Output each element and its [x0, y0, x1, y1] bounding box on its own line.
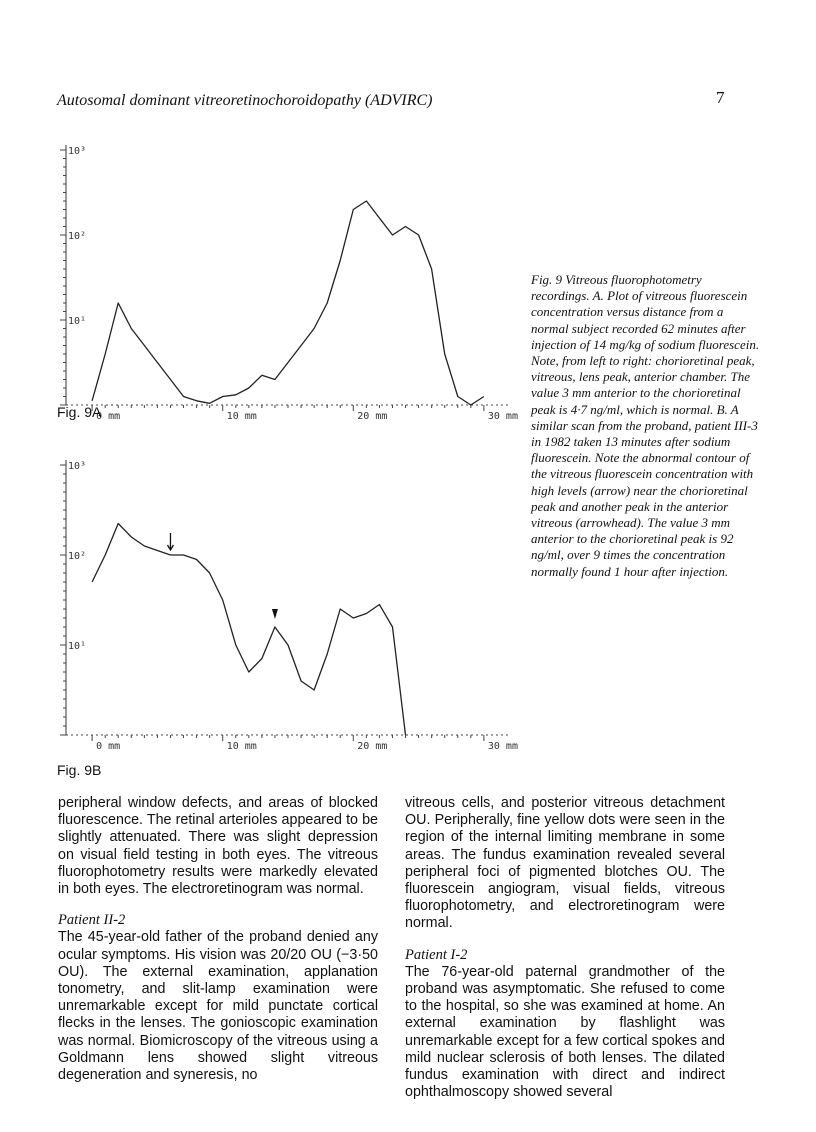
page-number: 7	[716, 88, 725, 107]
arrow-marker	[167, 533, 173, 550]
running-title: Autosomal dominant vitreoretinochoroidopathy (ADVIRC)	[57, 92, 433, 109]
body-paragraph: The 76-year-old paternal grandmother of the proband was asymptomatic. She refused to come to the hospital, so she was examined at home. An external examination by flashlight was unremarkable except for a few cortical spokes and mild nuclear sclerosis of both lenses. The dilated fundus examination with direct and indirect ophthalmoscopy showed several	[405, 963, 725, 1101]
x-tick-label: 0 mm	[96, 741, 121, 752]
x-tick-label: 20 mm	[357, 411, 388, 422]
x-tick-label: 20 mm	[357, 741, 388, 752]
figure-9b-label: Fig. 9B	[57, 762, 102, 778]
x-tick-label: 0 mm	[96, 411, 121, 422]
body-paragraph: The 45-year-old father of the proband denied any ocular symptoms. His vision was 20/20 OU (−3·50 OU). The external examination, applanation tonometry, and slit-lamp examination were unremarkable except for mild punctate cortical flecks in the lenses. The gonioscopic examination was normal. Biomicroscopy of the vitreous using a Goldmann lens showed slight vitreous degeneration and syneresis, no	[58, 929, 378, 1084]
section-heading: Patient II-2	[58, 912, 126, 929]
section-heading: Patient I-2	[405, 946, 468, 963]
figure-caption: Fig. 9 Vitreous fluorophotometry recordings. A. Plot of vitreous fluorescein concentration versus distance from a normal subject recorded 62 minutes after injection of 14 mg/kg of sodium fluorescein. Note, from left to right: chorioretinal peak, vitreous, lens peak, anterior chamber. The value 3 mm anterior to the chorioretinal peak is 4·7 ng/ml, which is normal. B. A similar scan from the proband, patient III-3 in 1982 taken 13 minutes after sodium fluorescein. Note the abnormal contour of the vitreous fluorescein concentration with high levels (arrow) near the chorioretinal peak and another peak in the anterior vitreous (arrowhead). The value 3 mm anterior to the chorioretinal peak is 92 ng/ml, over 9 times the concentration normally found 1 hour after injection.	[531, 272, 760, 579]
y-tick-label: 10¹	[68, 641, 87, 652]
right-column	[405, 795, 725, 1115]
body-paragraph: peripheral window defects, and areas of blocked fluorescence. The retinal arterioles appeared to be slightly attenuated. There was slight depression on visual field testing in both eyes. The vitreous fluorophotometry results were markedly elevated in both eyes. The electroretinogram was normal.	[58, 795, 378, 898]
series-line	[92, 201, 484, 405]
y-tick-label: 10³	[68, 461, 87, 472]
left-column	[58, 795, 378, 1098]
body-paragraph: vitreous cells, and posterior vitreous detachment OU. Peripherally, fine yellow dots were seen in the region of the internal limiting membrane in some areas. The fundus examination revealed several peripheral foci of pigmented blotches OU. The fluorescein angiogram, visual fields, vitreous fluorophotometry, and electroretinogram were normal.	[405, 795, 725, 932]
y-tick-label: 10¹	[68, 316, 87, 327]
figure-9b-chart	[50, 450, 520, 760]
arrowhead-marker	[272, 609, 278, 619]
y-tick-label: 10³	[68, 146, 87, 157]
figure-9a-label: Fig. 9A	[57, 404, 102, 420]
y-tick-label: 10²	[68, 231, 87, 242]
y-tick-label: 10²	[68, 551, 87, 562]
x-tick-label: 10 mm	[226, 411, 257, 422]
x-tick-label: 30 mm	[487, 741, 518, 752]
figure-9b	[50, 450, 520, 760]
x-tick-label: 10 mm	[226, 741, 257, 752]
x-tick-label: 30 mm	[487, 411, 518, 422]
series-line	[92, 524, 405, 736]
